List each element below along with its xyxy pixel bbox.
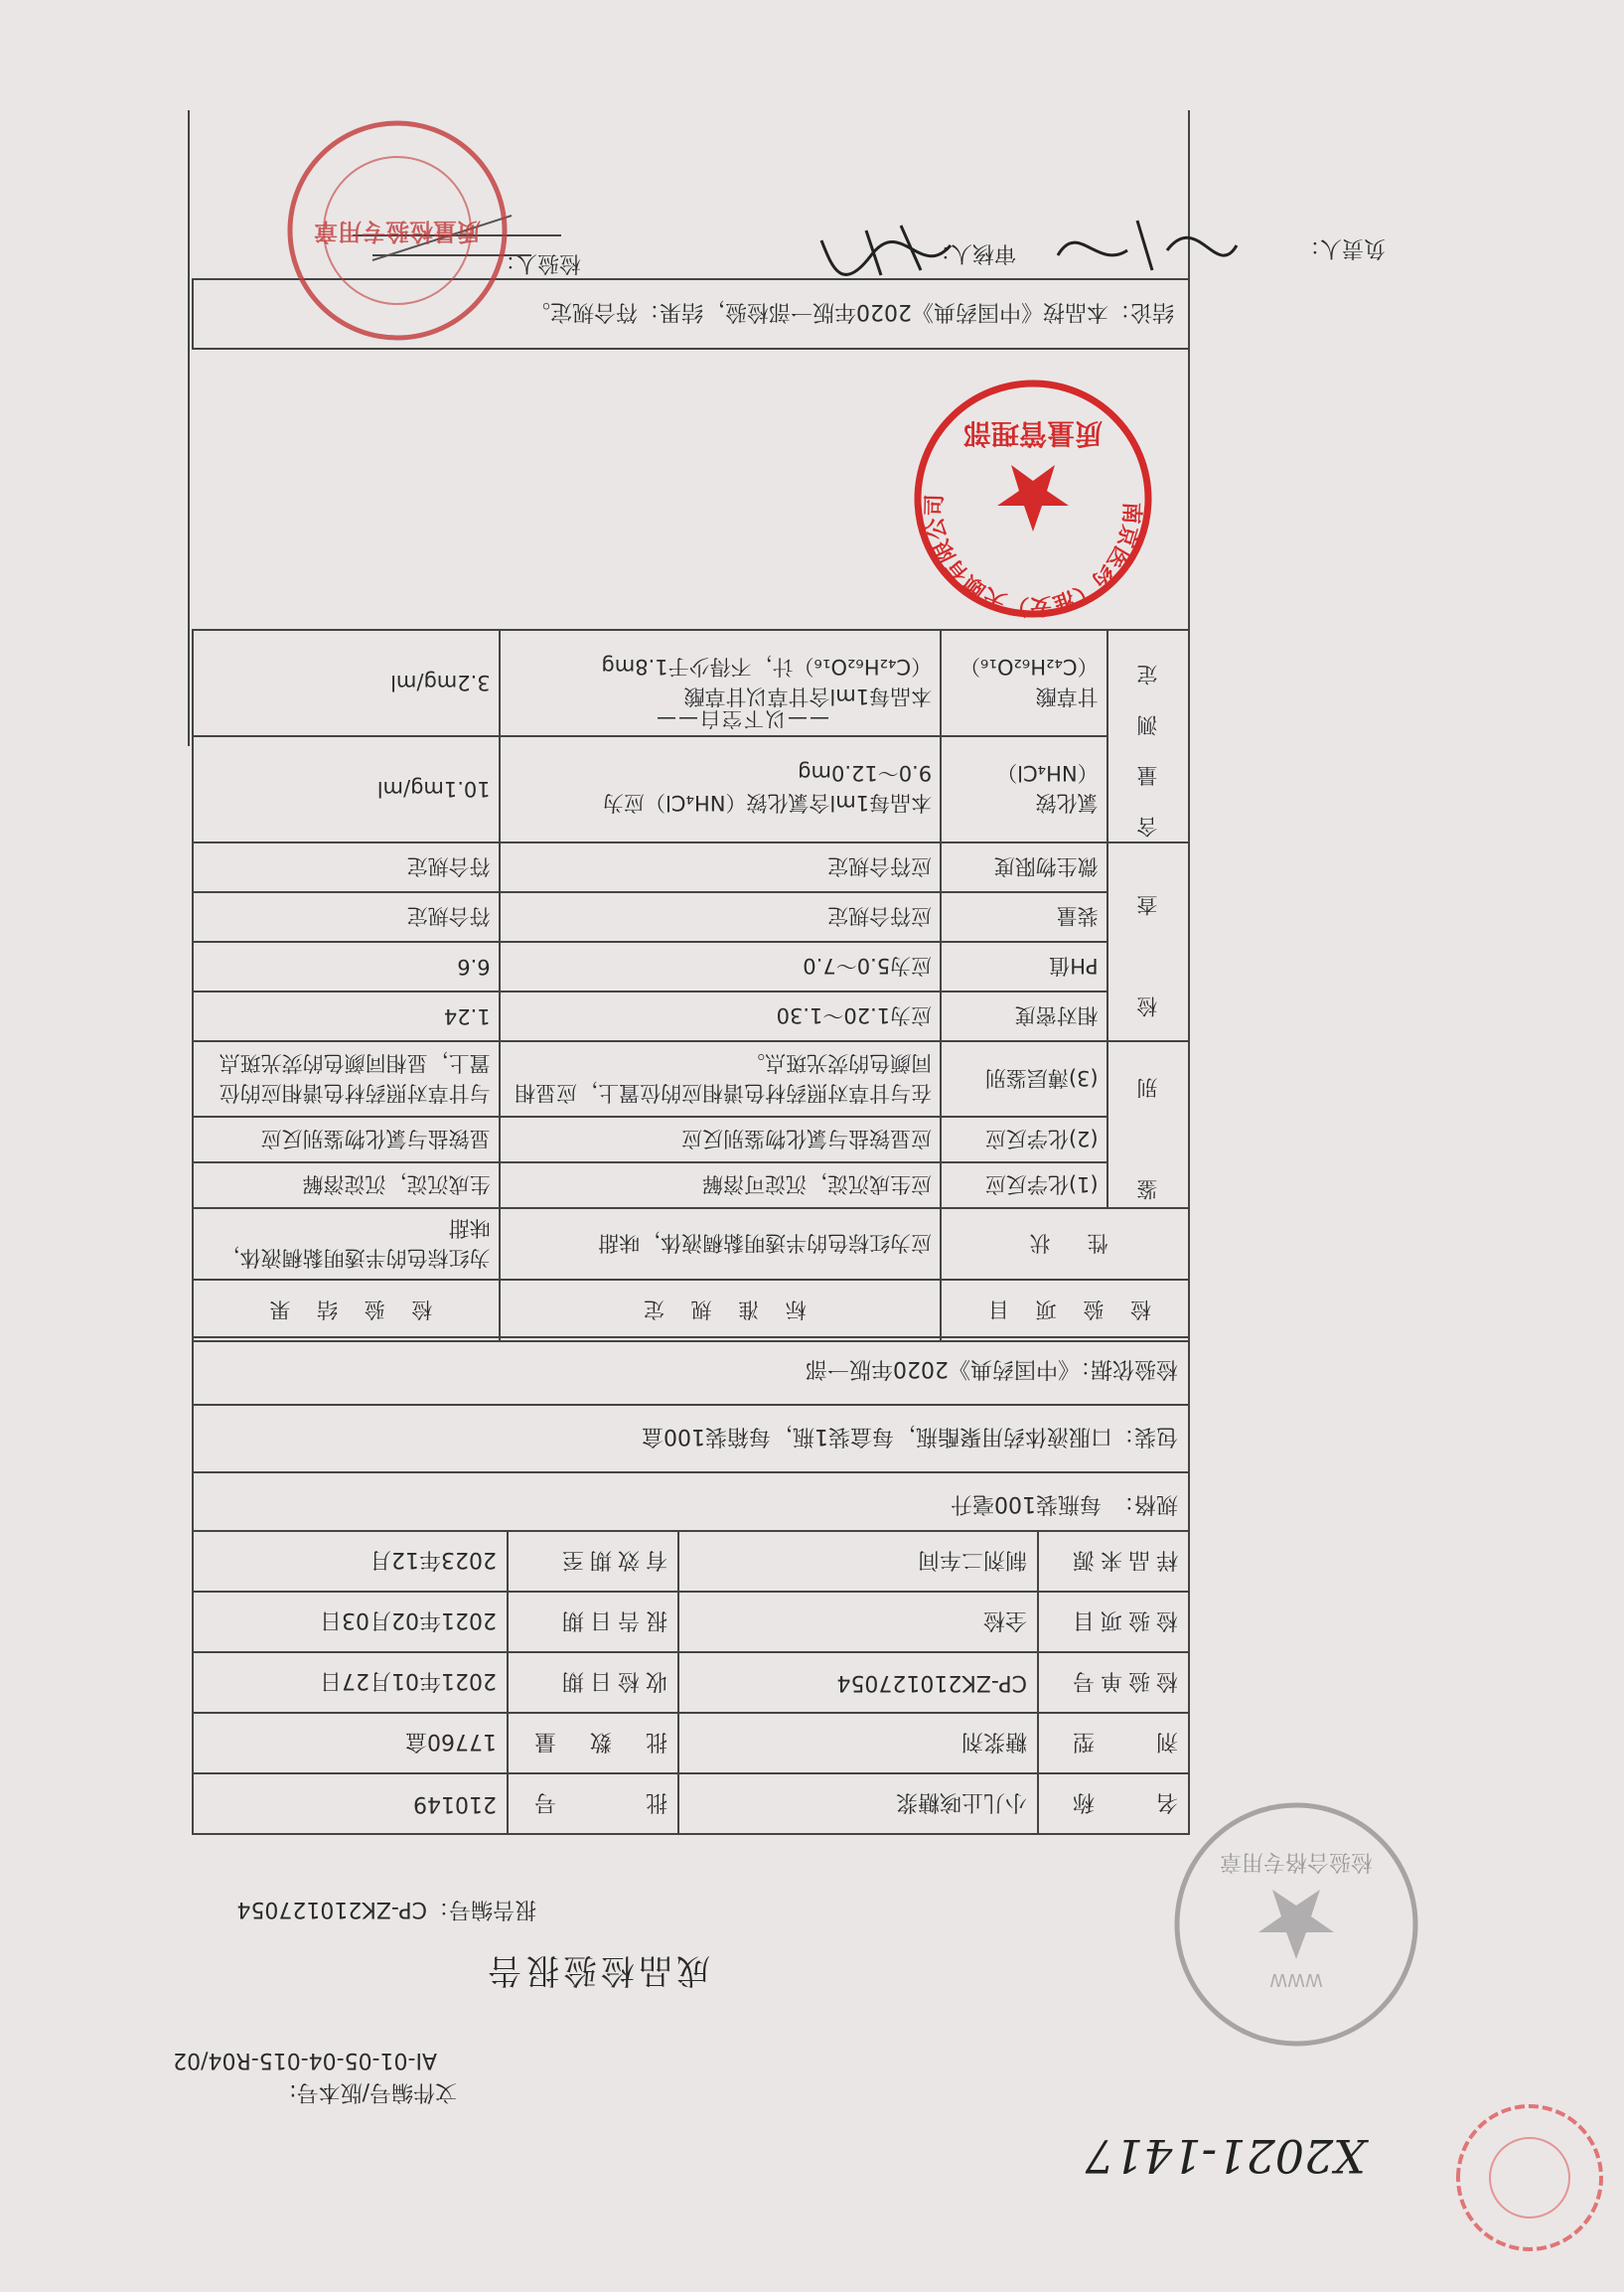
info-value: 小儿止咳糖浆 [678,1773,1038,1834]
info-value: 2021年01月27日 [193,1652,508,1713]
grey-seal [1167,1795,1425,2054]
info-value: 全检 [678,1592,1038,1652]
assay-standard-line: 本品每1ml含甘草以甘草酸 [683,685,933,709]
test-standard: 应符合规定 [500,842,941,892]
table-row [193,736,1189,842]
info-label: 检验单号 [1038,1652,1189,1713]
blank-marker: ——以下空白—— [655,707,829,731]
test-standard: 在与甘草对照药材色谱相应的位置上，应显相同颜色的荧光斑点。 [500,1041,941,1117]
assay-item-name: 甘草酸 [1035,685,1099,709]
seal-watermark: WWW [1269,1969,1323,1990]
info-label: 检验项目 [1038,1592,1189,1652]
test-item: PH值 [941,942,1107,992]
test-result: 6.6 [193,942,500,992]
table-header-row [193,1280,1189,1341]
inspection-seal [283,116,512,345]
info-label: 名 称 [1038,1773,1189,1834]
doc-number-value: AI-01-05-04-015-R04/02 [173,2048,437,2072]
info-value: 2021年02月03日 [193,1592,508,1652]
table-row [193,1162,1189,1208]
table-row [193,1117,1189,1162]
info-value: 制剂二车间 [678,1531,1038,1592]
group-identify [1107,1041,1189,1208]
reviewer-signature [812,216,960,285]
header-item: 检 验 项 目 [941,1280,1189,1341]
group-label: 含量测定 [1135,635,1160,838]
inspector-label: 检验人： [493,250,581,275]
test-result: 1.24 [193,992,500,1041]
table-row [193,942,1189,992]
group-check [1107,842,1189,1041]
table-row [193,992,1189,1041]
test-item: 性 状 [941,1208,1189,1280]
info-value: 2023年12月 [193,1531,508,1592]
info-value: 17760盒 [193,1713,508,1773]
info-label: 批 数 量 [508,1713,678,1773]
info-value: 糖浆剂 [678,1713,1038,1773]
seal-text: 质量检验专用章 [314,218,481,245]
test-result: 与甘草对照药材色谱相应的位置上，显相同颜色的荧光斑点 [193,1041,500,1117]
info-label: 样品来源 [1038,1531,1189,1592]
approver-label: 负责人： [1297,235,1386,260]
test-item: (3)薄层鉴别 [941,1041,1107,1117]
test-result: 显铵盐与氯化物鉴别反应 [193,1117,500,1162]
table-row [193,1531,1189,1592]
table-row [193,1208,1189,1280]
info-value: CP-ZK210127054 [678,1652,1038,1713]
assay-item-name: 氯化铵 [1035,791,1099,816]
table-row [193,1652,1189,1713]
info-label: 有效期至 [508,1531,678,1592]
info-value: 210149 [193,1773,508,1834]
doc-number-label: 文件编号/版本号: [289,2079,457,2104]
test-item: (2)化学反应 [941,1117,1107,1162]
reviewer-label: 审核人： [928,240,1016,265]
test-standard [500,736,941,842]
test-result: 符合规定 [193,892,500,942]
test-item: 装量 [941,892,1107,942]
handwritten-note: X2021-1417 [1085,2129,1366,2183]
info-label: 批 号 [508,1773,678,1834]
header-result: 检 验 结 果 [193,1280,500,1341]
basic-info-table [192,1530,1190,1835]
header-standard: 标 准 规 定 [500,1280,941,1341]
corner-stamp [1450,2098,1609,2257]
info-label: 收检日期 [508,1652,678,1713]
basis-line: 检验依据：《中国药典》2020年版一部 [192,1336,1190,1404]
report-title: 成品检验报告 [484,1950,710,1990]
package-line: 包装：口服液体药用聚酯瓶，每盒装1瓶，每箱装100盒 [192,1404,1190,1471]
assay-item-formula: （C₄₂H₆₂O₁₆） [960,655,1099,680]
report-number: 报告编号：CP-ZK210127054 [236,1897,536,1921]
conclusion-text: 结论：本品按《中国药典》2020年版一部检验，结果：符合规定。 [528,299,1174,325]
table-row [193,842,1189,892]
table-row [193,1773,1189,1834]
table-row [193,892,1189,942]
test-item: 微生物限度 [941,842,1107,892]
test-standard: 应为红棕色的半透明黏稠液体，味甜 [500,1208,941,1280]
group-label: 鉴 别 [1135,1048,1160,1201]
test-item: 相对密度 [941,992,1107,1041]
table-row [193,1713,1189,1773]
group-label: 检 查 [1135,865,1160,1018]
test-result: 10.1mg/ml [193,736,500,842]
info-label: 报告日期 [508,1592,678,1652]
test-result: 为红棕色的半透明黏稠液体，味甜 [193,1208,500,1280]
info-label: 剂 型 [1038,1713,1189,1773]
test-result: 符合规定 [193,842,500,892]
assay-standard-line: 本品每1ml含氯化铵（NH₄Cl）应为 [603,791,933,816]
spec-section [192,1336,1190,1539]
test-standard: 应生成沉淀，沉淀可溶解 [500,1162,941,1208]
seal-arc-text: 南京医药（淮安）天颐有限公司 [922,494,1144,619]
test-standard: 应符合规定 [500,892,941,942]
test-standard: 应为5.0～7.0 [500,942,941,992]
seal-text: 检验合格专用章 [1219,1849,1374,1874]
assay-standard-line: （C₄₂H₆₂O₁₆）计，不得少于1.8mg [601,655,933,680]
quality-dept-seal [909,375,1157,623]
approver-signature [1048,211,1247,280]
assay-item-formula: （NH₄Cl） [996,761,1099,786]
test-item [941,736,1107,842]
table-row [193,1592,1189,1652]
test-result: 3.2mg/ml [193,630,500,736]
test-standard: 应显铵盐与氯化物鉴别反应 [500,1117,941,1162]
test-result: 生成沉淀，沉淀溶解 [193,1162,500,1208]
assay-standard-line: 9.0～12.0mg [798,761,933,786]
test-standard: 应为1.20～1.30 [500,992,941,1041]
seal-sub-text: 质量管理部 [962,417,1104,450]
table-row [193,1041,1189,1117]
spec-line: 规格： 每瓶装100毫升 [192,1471,1190,1539]
test-item: (1)化学反应 [941,1162,1107,1208]
